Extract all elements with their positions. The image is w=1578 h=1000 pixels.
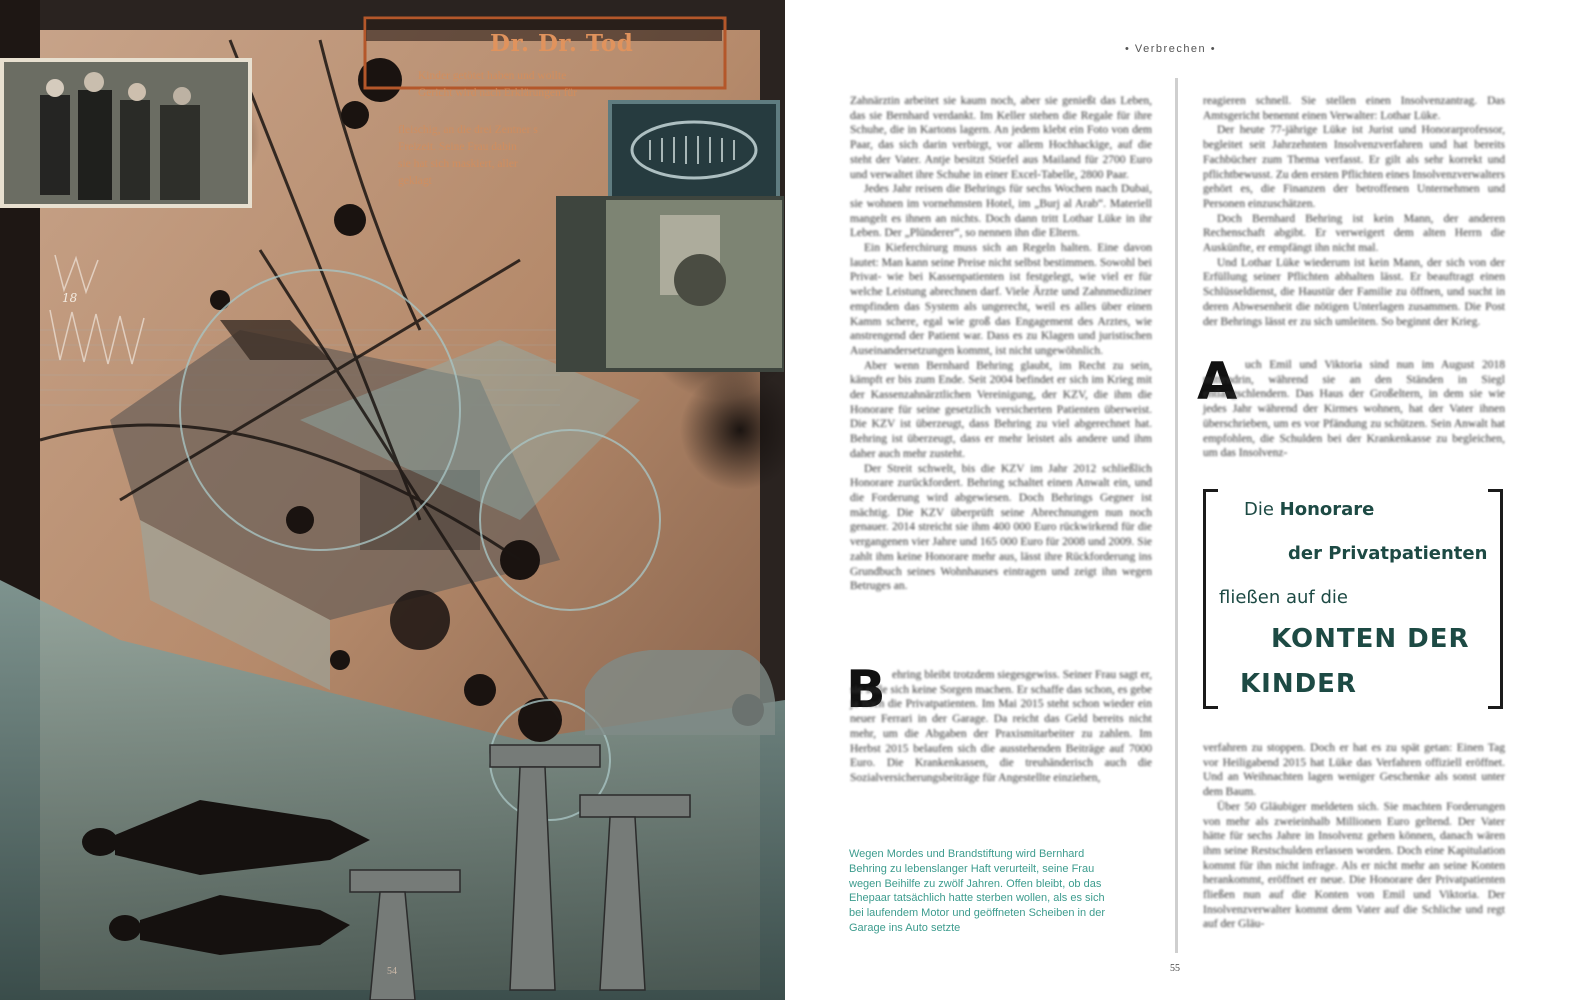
paragraph: Ein Kieferchirurg muss sich an Regeln halten. Eine davon lautet: Man kann seine Preise nicht selbst bestimmen. Sowohl bei Privat- wie bei Kassenpatienten ist festgelegt, wie viel er für welche Leistung abrechnen darf. Viele Ärzte und Zahnmediziner empfinden das System als ungerecht, weil es alles über einen Kamm schere, egal wie groß das Engagement des Arztes, wie anstrengend der Patient war. Dass es zu Klagen und juristischen Auseinandersetzungen kommt, ist nicht ungewöhnlich. xyxy=(850,242,1152,357)
pullquote-emphasis: Honorare xyxy=(1279,499,1375,520)
body-column-right-top xyxy=(1203,94,1505,329)
article-title: Dr. Dr. Tod xyxy=(490,30,634,57)
drop-cap-b: B xyxy=(846,660,886,720)
image-caption: Wegen Mordes und Brandstiftung wird Bernhard Behring zu lebenslanger Haft verurteilt, seine Frau wegen Beihilfe zu zwölf Jahren. Offen bleibt, ob das Ehepaar tatsächlich hatte sterben wollen, als es sich bei laufendem Motor und geöffneten Scheiben in der Garage ins Auto setzte xyxy=(849,848,1106,934)
body-column-right-bottom xyxy=(1203,741,1505,932)
pullquote-headline: KONTEN DER xyxy=(1271,624,1470,654)
paragraph: verfahren zu stoppen. Doch er hat es zu spät getan: Einen Tag vor Heiligabend 2015 hat Lüke das Verfahren offiziell eröffnet. Und an Weihnachten lagen weniger Geschenke als sonst unter dem Baum. xyxy=(1203,742,1505,799)
teaser-line: Freizeit. Seine Frau dabin xyxy=(398,141,517,153)
paragraph: Jedes Jahr reisen die Behrings für sechs Wochen nach Dubai, sie wohnen im vornehmsten Hotel, im „Burj al Arab“. Materiell mangelt es ihnen an nichts. Doch dann tritt Lothar Lüke in ihr Leben. Der „Plünderer“, so nennen ihn die Eltern. xyxy=(850,183,1152,240)
collage-illustration xyxy=(0,0,785,1000)
pullquote-bracket-right xyxy=(1488,489,1503,709)
page-number-right: 55 xyxy=(1170,963,1180,974)
teaser-line: geklagt xyxy=(398,175,432,187)
body-column-left-bottom xyxy=(850,668,1152,786)
pullquote-line: fließen auf die xyxy=(1219,587,1348,608)
page-number-left: 54 xyxy=(387,966,397,977)
body-column-right-middle xyxy=(1203,358,1505,461)
paragraph: Der heute 77-jährige Lüke ist Jurist und Honorarprofessor, begleitet seit Jahrzehnten Insolvenzverfahren und hat bereits Fachbücher zum Thema verfasst. Er gilt als sehr korrekt und pflichtbewusst. Zu den ersten Pflichten eines Insolvenzverwalters gehört es, die Finanzen der betroffenen Unternehmen und Personen einzuschätzen. xyxy=(1203,124,1505,210)
drop-cap-a: A xyxy=(1197,352,1238,412)
pullquote-text: Die xyxy=(1244,499,1280,520)
column-divider xyxy=(1175,78,1178,953)
right-page xyxy=(785,0,1578,1000)
teaser-line: sie hat sich maskiert, aller xyxy=(398,158,518,170)
teaser-text xyxy=(418,68,718,102)
pullquote-line: der Privatpatienten xyxy=(1288,543,1488,564)
paragraph: Zahnärztin arbeitet sie kaum noch, aber sie genießt das Leben, das sie Bernhard verdankt. Im Keller stehen die Regale für ihre Schuhe, die in Kartons lagern. An jedem klebt ein Foto von dem Paar, das sich darin verbirgt, vor allem Hochhackige, auf die steht der Vater. Antje besitzt Stiefel aus Mailand für 2700 Euro und verwaltet ihre Schuhe in einer Excel-Tabelle, 2800 Paar. xyxy=(850,95,1152,181)
paragraph: Der Streit schwelt, bis die KZV im Jahr 2012 schließlich Honorare zurückfordert. Behring schaltet einen Anwalt ein, und die Forderung wird abgewiesen. Doch Behrings Gegner ist mächtig. Die KZV überprüft seine Abrechnungen nun noch genauer. 2014 streicht sie ihm 400 000 Euro rückwirkend für die vergangenen vier Jahre und 165 000 Euro für 2008 und 2009. Sie zahlt ihm keine Honorare mehr aus, lässt ihre Rückforderung ins Grundbuch seines Wohnhauses eintragen und zeigt ihn wegen Betruges an. xyxy=(850,462,1152,593)
pullquote-bracket-left xyxy=(1203,489,1218,709)
left-page-illustration xyxy=(0,0,785,1000)
paragraph: Aber wenn Bernhard Behring glaubt, im Recht zu sein, kämpft er bis zum Ende. Seit 2004 befindet er sich im Krieg mit der Kassenzahnärztlichen Vereinigung, der KZV, die ihm die Honorare für seine gesetzlich versicherten Patienten überweist. Die KZV ist überzeugt, dass Behring zu viel abgerechnet hat. Behring ist überzeugt, dass er mehr leistet als andere und ihm daher auch mehr zusteht. xyxy=(850,359,1152,460)
teaser-line: fleischig, an die drei Zentner s xyxy=(398,124,538,136)
teaser-line: Gericht wird nach Erklärungen für xyxy=(418,87,578,99)
svg-text:18: 18 xyxy=(62,291,78,305)
pullquote-headline: KINDER xyxy=(1240,669,1357,699)
paragraph: Und Lothar Lüke wiederum ist kein Mann, der sich von der Erfüllung seiner Pflichten abhalten lässt. Er beauftragt einen Schlüsseldienst, die Haustür der Familie zu öffnen, und sucht in deren Abwesenheit die nötigen Unterlagen zusammen. Die Post der Behrings lässt er zu sich umleiten. So beginnt der Krieg. xyxy=(1203,256,1505,328)
paragraph: Doch Bernhard Behring ist kein Mann, der anderen Rechenschaft abgibt. Er verweigert dem alten Herrn die Auskünfte, er empfängt ihn nicht mal. xyxy=(1203,212,1505,255)
paragraph: uch Emil und Viktoria sind nun im August 2018 mittendrin, während sie an den Ständen in Siegl entlangschlendern. Das Haus der Großeltern, in dem sie wie jedes Jahr während der Kirmes wohnen, hat der Vater ihnen überschrieben, um es vor Pfändung zu schützen. Sein Anwalt hat empfohlen, die Schulden bei der Krankenkasse zu begleichen, um das Insolvenz- xyxy=(1203,359,1505,460)
paragraph: Über 50 Gläubiger meldeten sich. Sie machten Forderungen von mehr als zweieinhalb Millionen Euro geltend. Der Vater hätte für sechs Jahre in Insolvenz gehen können, danach wären ihm seine Restschulden erlassen worden. Doch eine Kapitulation kommt für ihn nicht infrage. Als er nicht mehr an seine Konten herankommt, eröffnet er neue. Die Honorare der Privatpatienten fließen nun auf die Konten von Emil und Viktoria. Der Insolvenzverwalter kommt dem Vater auf die Schliche und regt auf der Gläu- xyxy=(1203,800,1505,931)
section-label: • Verbrechen • xyxy=(1125,43,1217,55)
pullquote-line xyxy=(1244,499,1374,520)
paragraph: ehring bleibt trotzdem siegesgewiss. Seiner Frau sagt er, sie solle sich keine Sorgen machen. Er schaffe das schon, es gebe ja noch die Privatpatienten. Im Mai 2015 steht schon wieder ein neuer Ferrari in der Garage. Da reicht das Geld bereits nicht mehr, um die Abgaben der Praxismitarbeiter zu zahlen. Im Herbst 2015 belaufen sich die ausstehenden Beiträge auf 7000 Euro. Die Krankenkassen, die treuhänderisch auch die Sozialversicherungsbeiträge für Angestellte einziehen, xyxy=(850,669,1152,784)
teaser-line: Kinder getötet haben und wollte xyxy=(418,70,567,82)
body-column-left-top xyxy=(850,94,1152,594)
paragraph: reagieren schnell. Sie stellen einen Insolvenzantrag. Das Amtsgericht benennt einen Verwalter: Lothar Lüke. xyxy=(1203,95,1505,122)
teaser-text-continued xyxy=(398,122,608,190)
